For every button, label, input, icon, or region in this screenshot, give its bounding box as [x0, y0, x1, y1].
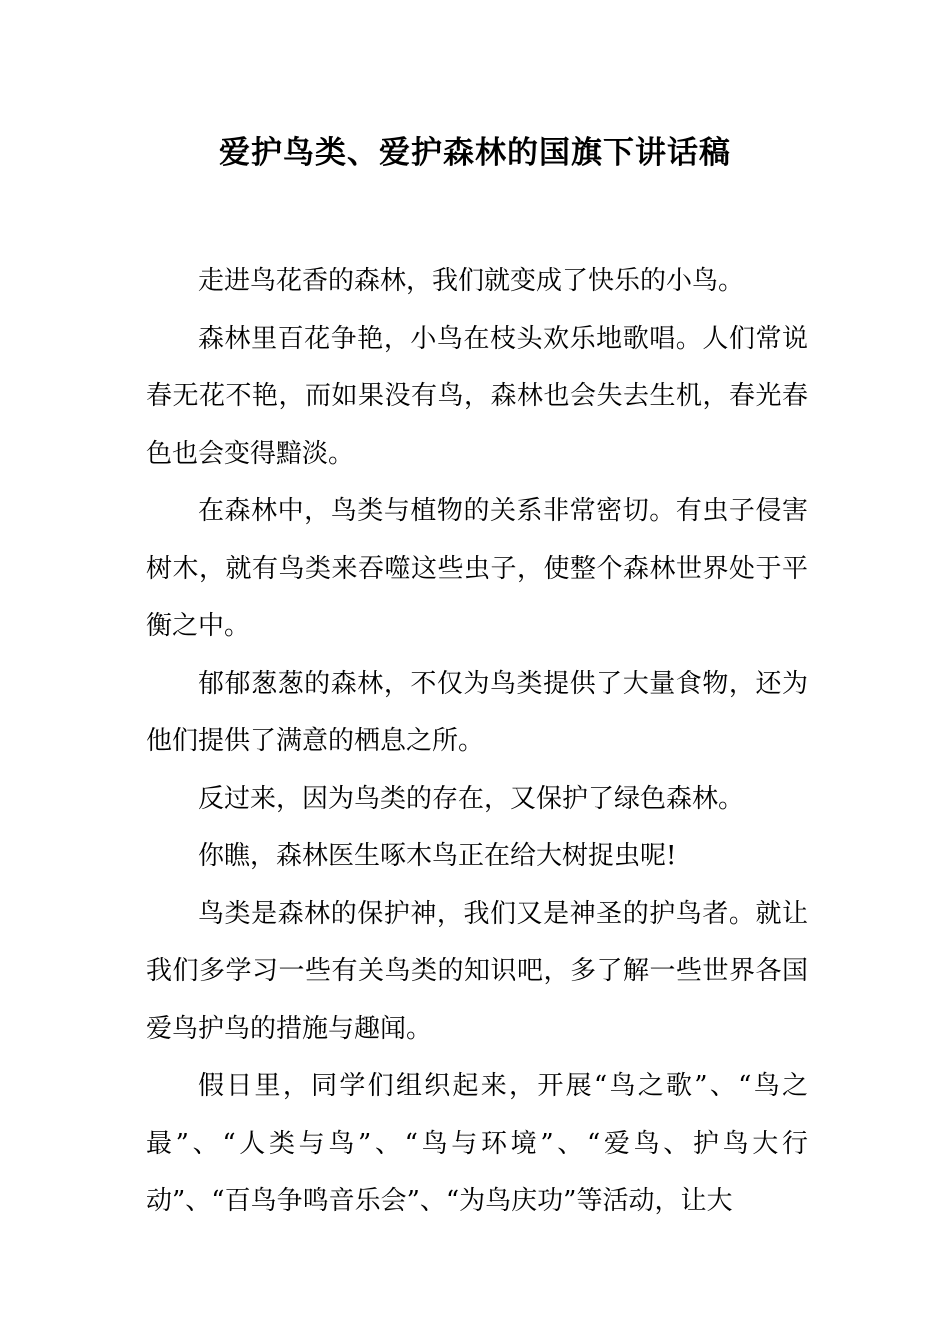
document-body	[146, 253, 808, 1231]
paragraph: 在森林中，鸟类与植物的关系非常密切。有虫子侵害树木，就有鸟类来吞噬这些虫子，使整个森林世界处于平衡之中。	[146, 496, 808, 641]
paragraph: 假日里，同学们组织起来，开展“鸟之歌”、“鸟之最”、“人类与鸟”、“鸟与环境”、“爱鸟、护鸟大行动”、“百鸟争鸣音乐会”、“为鸟庆功”等活动，让大	[146, 1071, 808, 1216]
paragraph: 郁郁葱葱的森林，不仅为鸟类提供了大量食物，还为他们提供了满意的栖息之所。	[146, 668, 808, 756]
paragraph: 你瞧，森林医生啄木鸟正在给大树捉虫呢!	[198, 841, 677, 871]
paragraph: 走进鸟花香的森林，我们就变成了快乐的小鸟。	[198, 266, 745, 296]
paragraph: 反过来，因为鸟类的存在，又保护了绿色森林。	[198, 783, 745, 814]
paragraph: 鸟类是森林的保护神，我们又是神圣的护鸟者。就让我们多学习一些有关鸟类的知识吧，多了解一些世界各国爱鸟护鸟的措施与趣闻。	[146, 898, 808, 1044]
paragraph: 森林里百花争艳，小鸟在枝头欢乐地歌唱。人们常说春无花不艳，而如果没有鸟，森林也会失去生机，春光春色也会变得黯淡。	[146, 323, 808, 469]
page-title: 爱护鸟类、爱护森林的国旗下讲话稿	[219, 135, 731, 171]
